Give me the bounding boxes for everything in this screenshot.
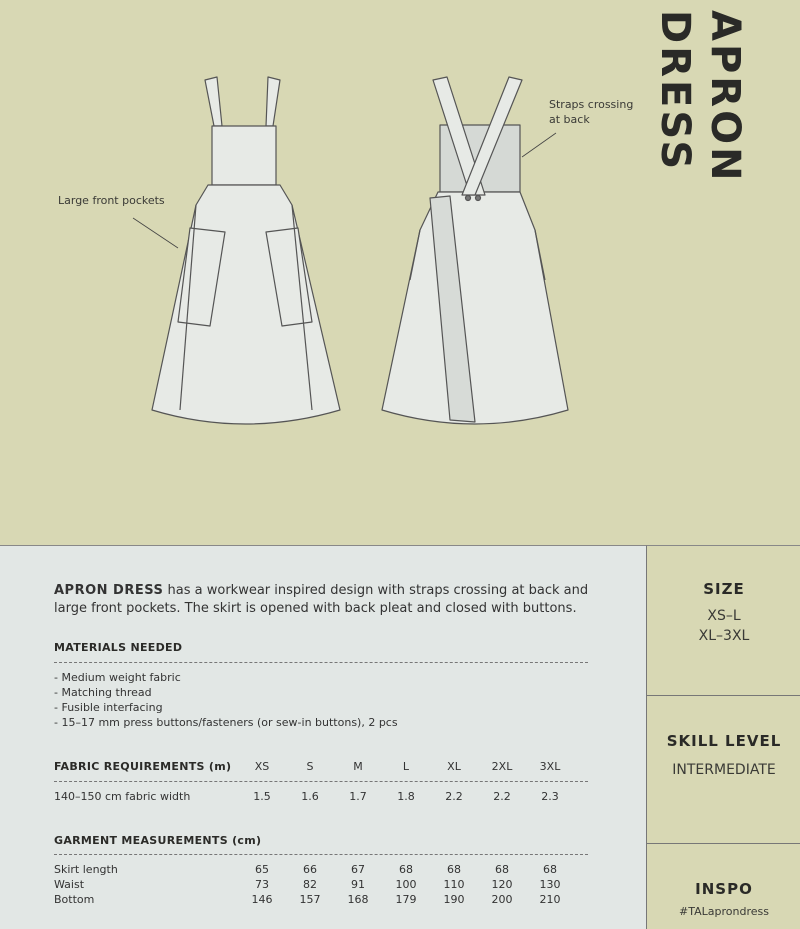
materials-list xyxy=(54,670,398,730)
fabric-value: 1.5 xyxy=(253,790,271,803)
measure-value: 179 xyxy=(395,893,417,906)
measure-value: 68 xyxy=(543,863,557,876)
size-header: 3XL xyxy=(539,760,561,773)
measure-value: 68 xyxy=(399,863,413,876)
measure-value: 66 xyxy=(303,863,317,876)
measure-value: 168 xyxy=(347,893,369,906)
details-section xyxy=(0,545,800,929)
skill-title: SKILL LEVEL xyxy=(666,732,782,750)
inspo-title: INSPO xyxy=(695,880,753,898)
measure-value: 65 xyxy=(255,863,269,876)
size-header: S xyxy=(306,760,314,773)
size-header: L xyxy=(402,760,410,773)
pockets-callout: Large front pockets xyxy=(58,194,165,207)
front-view-drawing xyxy=(152,77,340,424)
size-header: 2XL xyxy=(491,760,513,773)
materials-item: - Medium weight fabric xyxy=(54,671,181,684)
size-range: XS–L xyxy=(707,608,741,624)
fabric-value: 1.7 xyxy=(349,790,367,803)
fabric-heading-text: FABRIC REQUIREMENTS xyxy=(54,760,205,773)
skill-value: INTERMEDIATE xyxy=(672,762,776,778)
measure-value: 157 xyxy=(299,893,321,906)
measure-value: 120 xyxy=(491,878,513,891)
size-header: XL xyxy=(447,760,461,773)
materials-item: - Fusible interfacing xyxy=(54,701,163,714)
fabric-unit: (m) xyxy=(208,760,232,773)
measure-value: 68 xyxy=(495,863,509,876)
divider xyxy=(54,781,588,782)
row-label: Bottom xyxy=(54,893,95,906)
measure-value: 130 xyxy=(539,878,561,891)
row-label: Skirt length xyxy=(54,863,118,876)
fabric-value: 1.6 xyxy=(301,790,319,803)
fabric-row-label: 140–150 cm fabric width xyxy=(54,790,191,803)
skill-box xyxy=(647,696,800,844)
measure-value: 210 xyxy=(539,893,561,906)
divider xyxy=(54,662,588,663)
back-view-drawing xyxy=(382,77,568,424)
garment-heading-text: GARMENT MEASUREMENTS xyxy=(54,834,228,847)
info-panel xyxy=(0,545,646,929)
row-label: Waist xyxy=(54,878,85,891)
materials-heading: MATERIALS NEEDED xyxy=(54,641,183,654)
measure-value: 82 xyxy=(303,878,317,891)
measure-value: 67 xyxy=(351,863,365,876)
intro-paragraph xyxy=(54,582,614,618)
fabric-value: 2.2 xyxy=(445,790,463,803)
intro-text: has a workwear inspired design with straps crossing at back and large front pockets. The skirt is opened with back pleat and closed with buttons. xyxy=(54,583,589,616)
page-title: APRON DRESS xyxy=(652,10,748,184)
garment-heading xyxy=(54,834,261,847)
fabric-value: 2.3 xyxy=(541,790,559,803)
materials-item: - Matching thread xyxy=(54,686,152,699)
straps-callout: Straps crossing at back xyxy=(549,98,634,126)
inspo-hashtag: #TALaprondress xyxy=(679,905,769,918)
divider xyxy=(54,854,588,855)
measure-value: 200 xyxy=(491,893,513,906)
measure-value: 100 xyxy=(395,878,417,891)
fabric-value: 1.8 xyxy=(397,790,415,803)
fabric-heading xyxy=(54,760,231,773)
measure-value: 68 xyxy=(447,863,461,876)
measure-value: 73 xyxy=(255,878,269,891)
garment-unit: (cm) xyxy=(232,834,262,847)
measure-value: 190 xyxy=(443,893,465,906)
size-box xyxy=(647,546,800,696)
size-range: XL–3XL xyxy=(698,628,750,644)
fabric-value: 2.2 xyxy=(493,790,511,803)
materials-item: - 15–17 mm press buttons/fasteners (or sew-in buttons), 2 pcs xyxy=(54,716,398,729)
size-header: XS xyxy=(254,760,270,773)
spec-sidebar xyxy=(646,545,800,929)
measure-value: 110 xyxy=(443,878,465,891)
measure-value: 91 xyxy=(351,878,365,891)
measure-value: 146 xyxy=(251,893,273,906)
intro-bold: APRON DRESS xyxy=(54,583,164,598)
size-title: SIZE xyxy=(703,580,745,598)
size-header: M xyxy=(353,760,363,773)
inspo-box xyxy=(647,844,800,929)
